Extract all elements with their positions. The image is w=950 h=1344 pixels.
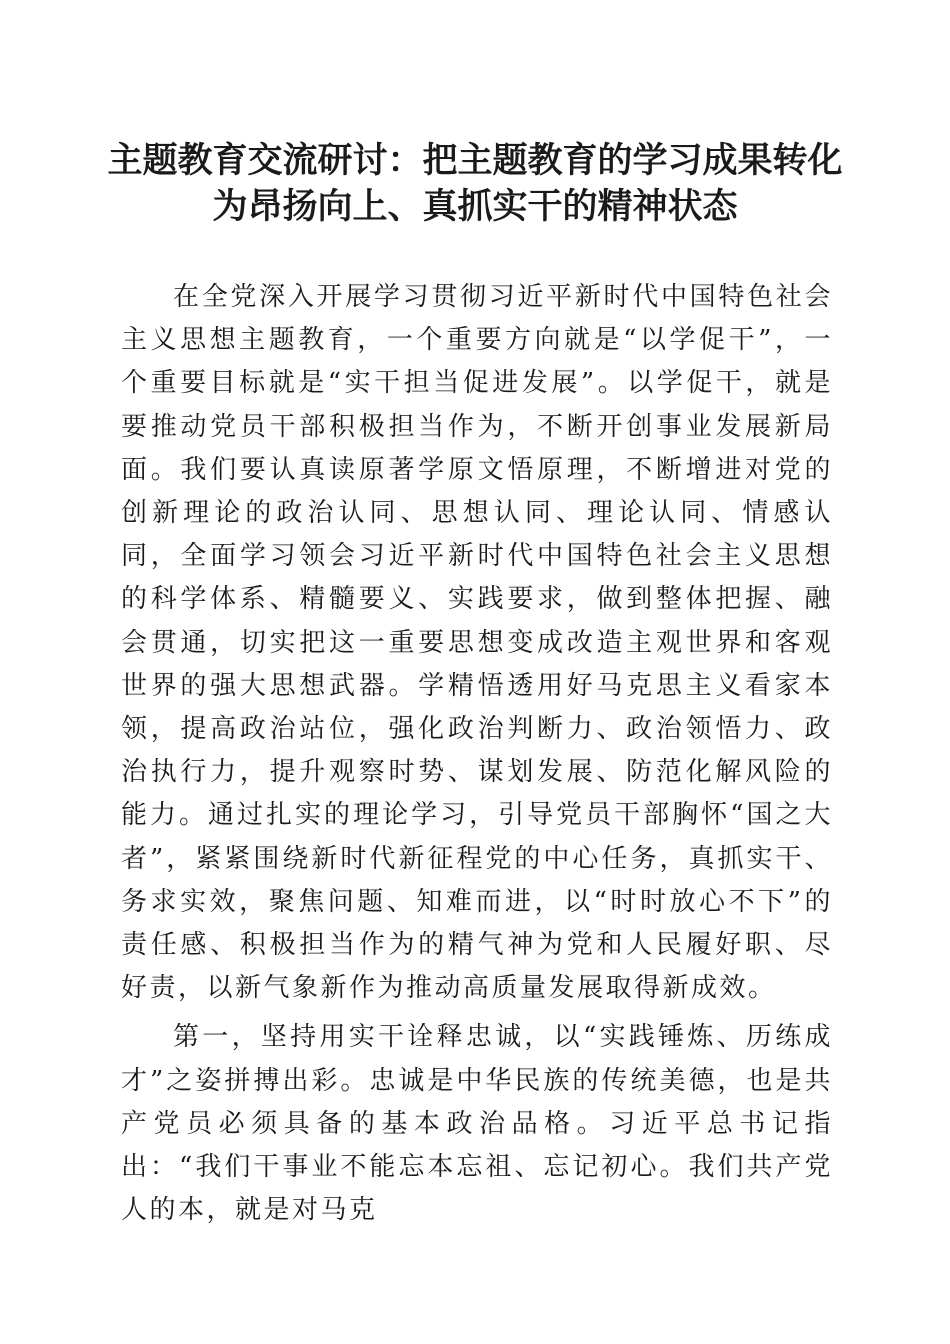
- paragraph-first-point: 第一，坚持用实干诠释忠诚，以“实践锤炼、历练成才”之姿拼搏出彩。忠诚是中华民族的传统美德，也是共产党员必须具备的基本政治品格。习近平总书记指出：“我们干事业不能忘本忘祖、忘记初心。我们共产党人的本，就是对马克: [121, 1022, 833, 1226]
- page-title: 主题教育交流研讨：把主题教育的学习成果转化为昂扬向上、真抓实干的精神状态: [107, 140, 843, 227]
- paragraph-intro: 在全党深入开展学习贯彻习近平新时代中国特色社会主义思想主题教育，一个重要方向就是“以学促干”，一个重要目标就是“实干担当促进发展”。以学促干，就是要推动党员干部积极担当作为，不断开创事业发展新局面。我们要认真读原著学原文悟原理，不断增进对党的创新理论的政治认同、思想认同、理论认同、情感认同，全面学习领会习近平新时代中国特色社会主义思想的科学体系、精髓要义、实践要求，做到整体把握、融会贯通，切实把这一重要思想变成改造主观世界和客观世界的强大思想武器。学精悟透用好马克思主义看家本领，提高政治站位，强化政治判断力、政治领悟力、政治执行力，提升观察时势、谋划发展、防范化解风险的能力。通过扎实的理论学习，引导党员干部胸怀“国之大者”，紧紧围绕新时代新征程党的中心任务，真抓实干、务求实效，聚焦问题、知难而进，以“时时放心不下”的责任感、积极担当作为的精气神为党和人民履好职、尽好责，以新气象新作为推动高质量发展取得新成效。: [121, 282, 833, 1004]
- document-body: [121, 276, 833, 1232]
